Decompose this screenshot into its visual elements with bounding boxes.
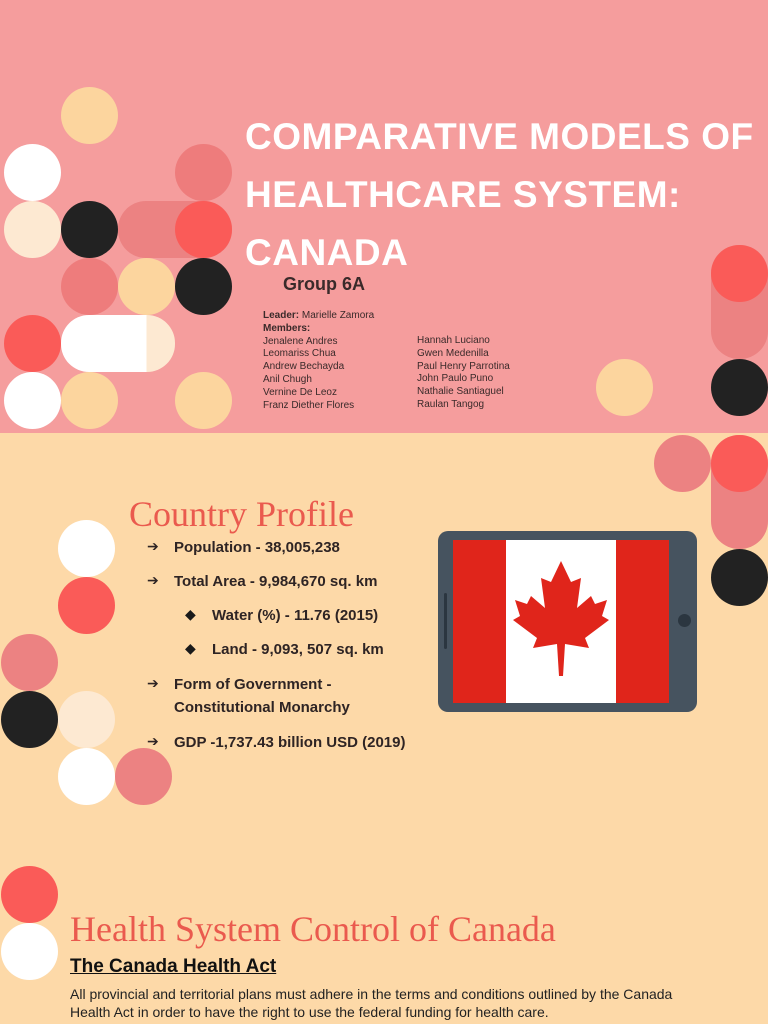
canada-flag-icon [453,540,669,703]
leader-line [263,310,374,323]
gdp-item: GDP -1,737.43 billion USD (2019) [174,734,406,751]
decor-circle [58,691,115,748]
tablet-slot [444,593,447,649]
leader-name: Marielle Zamora [301,310,375,321]
decor-circle [711,435,768,492]
canada-health-act-heading: The Canada Health Act [70,956,277,977]
decor-circle [711,549,768,606]
decor-circle [61,372,118,429]
arrow-icon: ➔ [147,538,159,554]
leader-label: Leader: [263,310,300,321]
member-name: Jenalene Andres [263,335,338,347]
decor-circle [654,435,711,492]
member-name: Nathalie Santiaguel [417,386,504,398]
health-system-heading: Health System Control of Canada [70,909,556,949]
total-area-item: Total Area - 9,984,670 sq. km [174,573,378,590]
decor-circle [118,258,175,315]
decor-circle [596,359,653,416]
decor-circle [1,691,58,748]
decor-circle [4,372,61,429]
member-name: John Paulo Puno [417,373,494,385]
government-item: Form of Government - [174,676,332,693]
diamond-icon: ◆ [185,640,196,656]
member-name: Leomariss Chua [263,348,336,360]
tablet-frame [438,531,697,712]
decor-circle [61,87,118,144]
decor-circle [175,372,232,429]
land-item: Land - 9,093, 507 sq. km [212,641,384,658]
decor-circle [4,315,61,372]
country-profile-slide [0,433,768,1024]
group-name: Group 6A [283,274,366,294]
member-name: Anil Chugh [263,373,312,385]
tablet-button [678,614,691,627]
members-list-right [417,335,510,412]
member-name: Raulan Tangog [417,398,485,410]
arrow-icon: ➔ [147,733,159,749]
decor-circle [58,577,115,634]
decor-circle [4,144,61,201]
decor-circle [1,634,58,691]
country-profile-heading: Country Profile [129,494,354,534]
decor-circle [58,748,115,805]
maple-leaf-icon [453,540,669,703]
decor-circle [115,748,172,805]
presentation-title: COMPARATIVE MODELS OF HEALTHCARE SYSTEM: CANADA [245,116,754,273]
decor-circle [1,923,58,980]
decor-circle [175,201,232,258]
arrow-icon: ➔ [147,675,159,691]
decor-circle [711,359,768,416]
decor-circle [175,258,232,315]
title-slide [0,0,768,433]
member-name: Hannah Luciano [417,335,490,346]
decor-circle [61,201,118,258]
member-name: Paul Henry Parrotina [417,360,510,372]
decor-circle [58,520,115,577]
canada-health-act-text: All provincial and territorial plans must adhere in the terms and conditions outlined by the Canada Health Act in order to have the right to use the federal funding for health care. [70,986,673,1020]
diamond-icon: ◆ [185,606,196,622]
water-item: Water (%) - 11.76 (2015) [212,607,379,624]
decor-circle [61,258,118,315]
member-name: Andrew Bechayda [263,361,345,373]
arrow-icon: ➔ [147,572,159,588]
decor-circle [175,144,232,201]
decor-circle [4,201,61,258]
government-item-cont: Constitutional Monarchy [174,699,350,716]
members-heading: Members: [263,322,311,334]
members-label [263,323,374,336]
member-name: Gwen Medenilla [417,347,489,359]
decor-circle [1,866,58,923]
decor-pill [61,315,175,372]
member-name: Franz Diether Flores [263,399,355,411]
members-list-left [263,310,374,412]
member-name: Vernine De Leoz [263,386,337,398]
population-item: Population - 38,005,238 [174,539,340,556]
